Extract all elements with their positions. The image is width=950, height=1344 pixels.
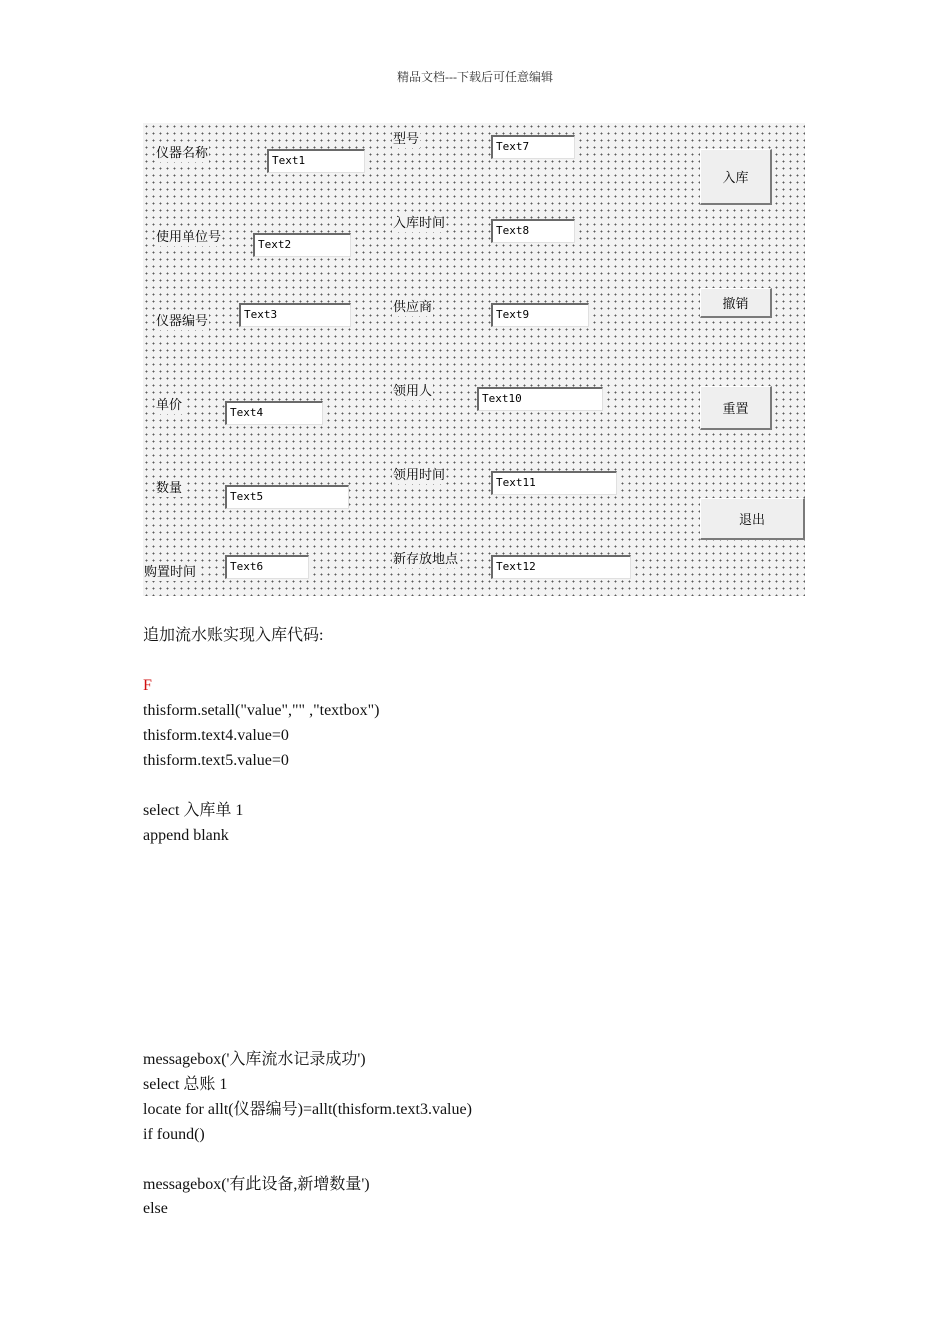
page-header: 精品文档---下载后可任意编辑 [397, 70, 553, 84]
text6-textbox[interactable]: Text6 [225, 555, 309, 579]
label-quantity: 数量 [156, 481, 183, 496]
label-purchase-time: 购置时间 [144, 565, 197, 580]
text11-textbox[interactable]: Text11 [491, 471, 617, 495]
label-stock-in-time: 入库时间 [393, 216, 446, 231]
label-unit-number: 使用单位号 [156, 230, 222, 245]
reset-button[interactable]: 重置 [700, 386, 772, 430]
label-supplier: 供应商 [393, 300, 433, 315]
text4-textbox[interactable]: Text4 [225, 401, 323, 425]
label-model: 型号 [393, 132, 420, 147]
label-recipient: 领用人 [393, 384, 433, 399]
code-line: messagebox('有此设备,新增数量') [143, 1176, 370, 1193]
code-line: locate for allt(仪器编号)=allt(thisform.text3.value) [143, 1101, 472, 1118]
code-heading: 追加流水账实现入库代码: [143, 627, 324, 644]
undo-button[interactable]: 撤销 [700, 288, 772, 318]
code-line: thisform.setall("value","" ,"textbox") [143, 702, 380, 719]
code-line: select 总账 1 [143, 1076, 228, 1093]
text1-textbox[interactable]: Text1 [267, 149, 365, 173]
stock-in-button[interactable]: 入库 [700, 149, 772, 205]
text2-textbox[interactable]: Text2 [253, 233, 351, 257]
text7-textbox[interactable]: Text7 [491, 135, 575, 159]
code-line: messagebox('入库流水记录成功') [143, 1051, 366, 1068]
code-line: else [143, 1200, 168, 1217]
text9-textbox[interactable]: Text9 [491, 303, 589, 327]
label-instrument-name: 仪器名称 [156, 146, 209, 161]
code-line: thisform.text4.value=0 [143, 727, 289, 744]
label-new-location: 新存放地点 [393, 552, 459, 567]
code-marker: F [143, 677, 152, 694]
code-line: append blank [143, 827, 229, 844]
code-line: if found() [143, 1126, 205, 1143]
code-line: thisform.text5.value=0 [143, 752, 289, 769]
label-receive-time: 领用时间 [393, 468, 446, 483]
text8-textbox[interactable]: Text8 [491, 219, 575, 243]
text12-textbox[interactable]: Text12 [491, 555, 631, 579]
label-instrument-id: 仪器编号 [156, 314, 209, 329]
code-line: select 入库单 1 [143, 802, 244, 819]
text10-textbox[interactable]: Text10 [477, 387, 603, 411]
form-designer-canvas [143, 123, 805, 596]
text5-textbox[interactable]: Text5 [225, 485, 349, 509]
text3-textbox[interactable]: Text3 [239, 303, 351, 327]
label-unit-price: 单价 [156, 398, 183, 413]
exit-button[interactable]: 退出 [700, 498, 805, 540]
